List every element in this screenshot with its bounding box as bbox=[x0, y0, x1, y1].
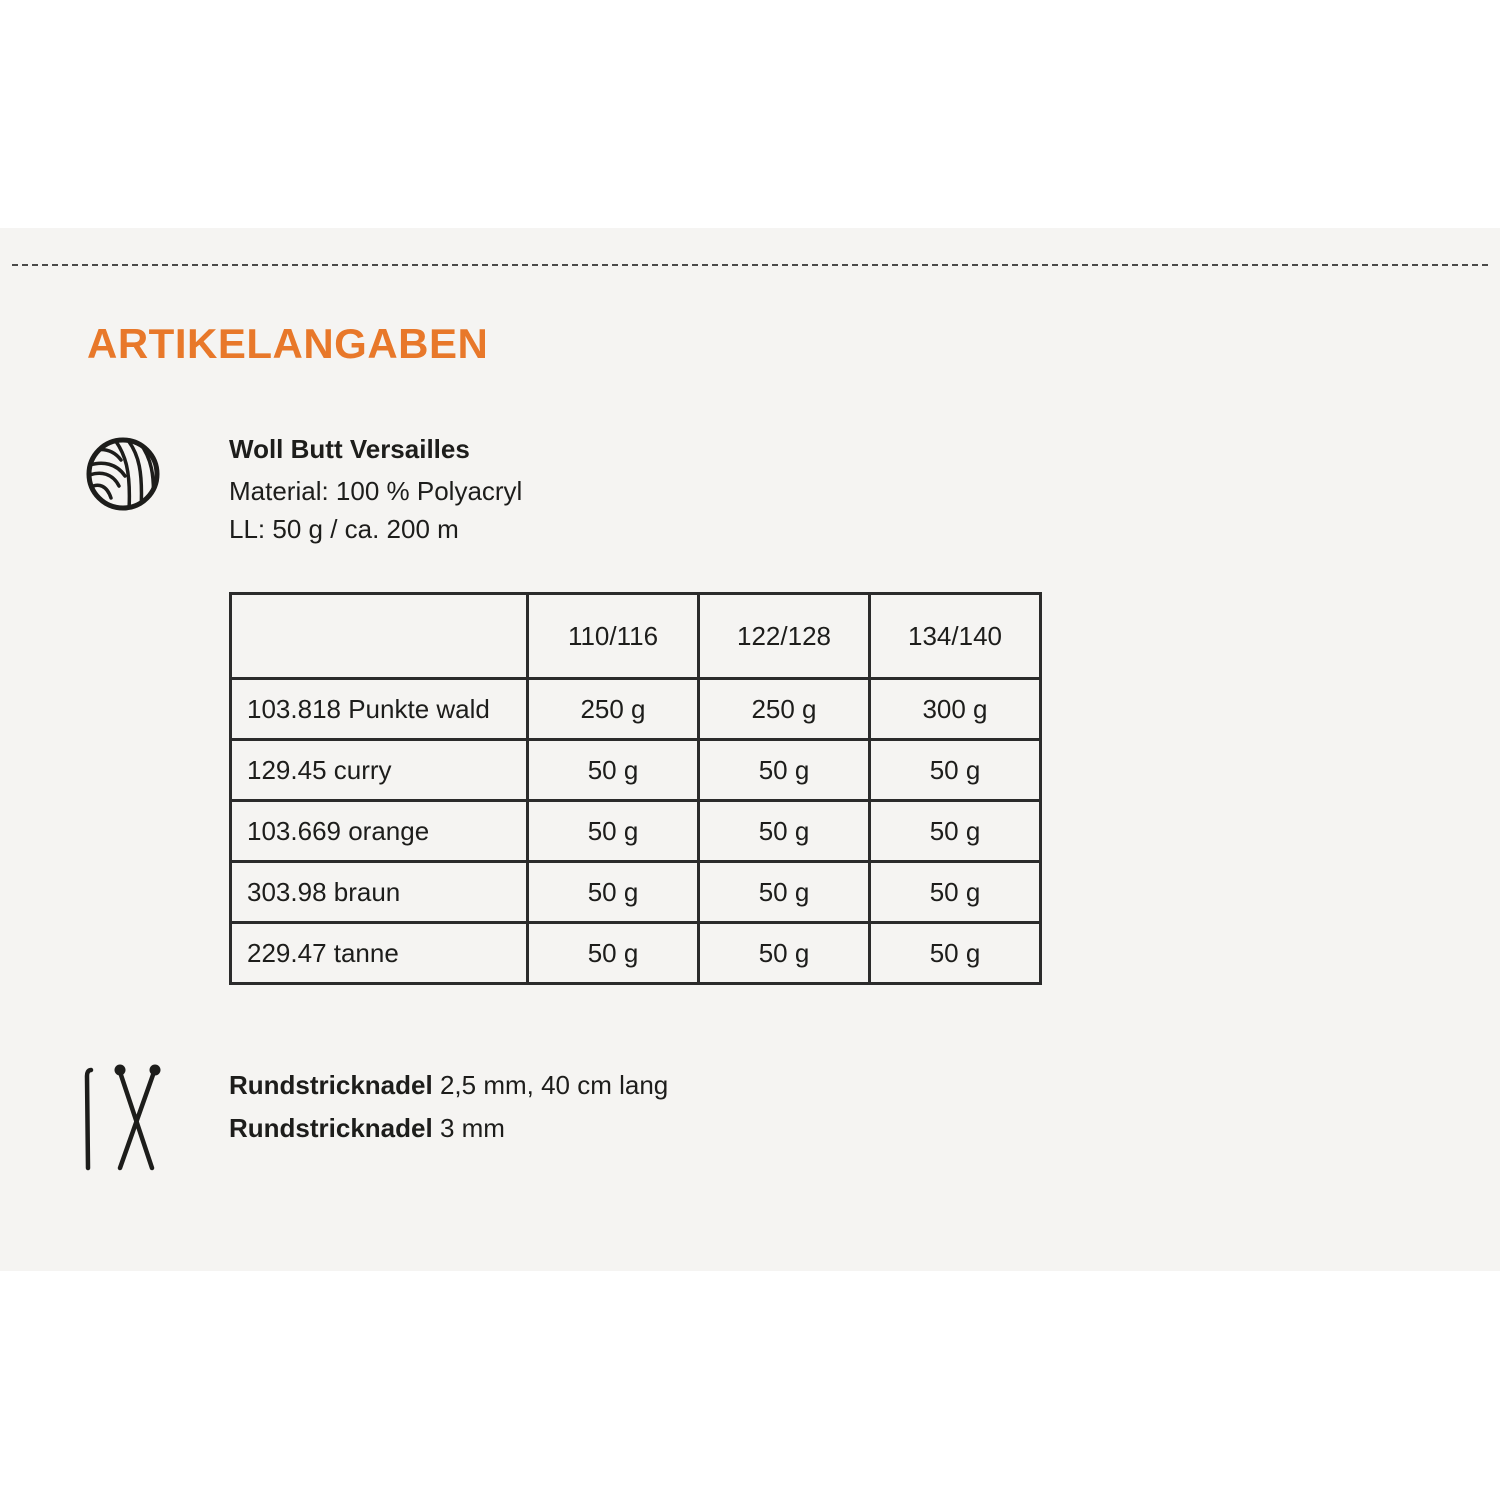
needle-spec: 2,5 mm, 40 cm lang bbox=[439, 1070, 669, 1100]
dashed-divider bbox=[12, 264, 1488, 266]
needle-line bbox=[229, 1064, 668, 1107]
table-row bbox=[231, 679, 1041, 740]
row-label: 303.98 braun bbox=[231, 862, 528, 923]
needle-name: Rundstricknadel bbox=[229, 1113, 433, 1143]
table-header-cell: 110/116 bbox=[528, 594, 699, 679]
table-header-row bbox=[231, 594, 1041, 679]
row-value: 50 g bbox=[870, 862, 1041, 923]
table-header-cell bbox=[231, 594, 528, 679]
table-row bbox=[231, 801, 1041, 862]
row-value: 50 g bbox=[528, 862, 699, 923]
table-header-cell: 122/128 bbox=[699, 594, 870, 679]
row-value: 250 g bbox=[528, 679, 699, 740]
row-value: 50 g bbox=[870, 801, 1041, 862]
table-header-cell: 134/140 bbox=[870, 594, 1041, 679]
row-value: 250 g bbox=[699, 679, 870, 740]
row-value: 50 g bbox=[528, 740, 699, 801]
row-value: 50 g bbox=[699, 862, 870, 923]
row-value: 50 g bbox=[870, 923, 1041, 984]
needle-spec: 3 mm bbox=[439, 1113, 505, 1143]
yarn-info bbox=[229, 430, 522, 548]
row-label: 229.47 tanne bbox=[231, 923, 528, 984]
yarn-length: LL: 50 g / ca. 200 m bbox=[229, 514, 459, 544]
yarn-material: Material: 100 % Polyacryl bbox=[229, 476, 523, 506]
needle-name: Rundstricknadel bbox=[229, 1070, 433, 1100]
table-row bbox=[231, 923, 1041, 984]
section-title: ARTIKELANGABEN bbox=[87, 320, 489, 367]
row-label: 103.669 orange bbox=[231, 801, 528, 862]
table-row bbox=[231, 740, 1041, 801]
row-label: 103.818 Punkte wald bbox=[231, 679, 528, 740]
row-value: 50 g bbox=[699, 740, 870, 801]
needle-line bbox=[229, 1107, 668, 1150]
row-value: 50 g bbox=[528, 801, 699, 862]
article-info-panel bbox=[0, 228, 1500, 1271]
knitting-needles-icon bbox=[82, 1062, 164, 1174]
yarn-name: Woll Butt Versailles bbox=[229, 434, 470, 464]
needles-info bbox=[229, 1064, 668, 1150]
row-value: 50 g bbox=[699, 923, 870, 984]
row-value: 50 g bbox=[699, 801, 870, 862]
yarn-quantity-table bbox=[229, 592, 1042, 985]
row-label: 129.45 curry bbox=[231, 740, 528, 801]
row-value: 300 g bbox=[870, 679, 1041, 740]
row-value: 50 g bbox=[870, 740, 1041, 801]
yarn-ball-icon bbox=[85, 436, 161, 512]
row-value: 50 g bbox=[528, 923, 699, 984]
table-row bbox=[231, 862, 1041, 923]
